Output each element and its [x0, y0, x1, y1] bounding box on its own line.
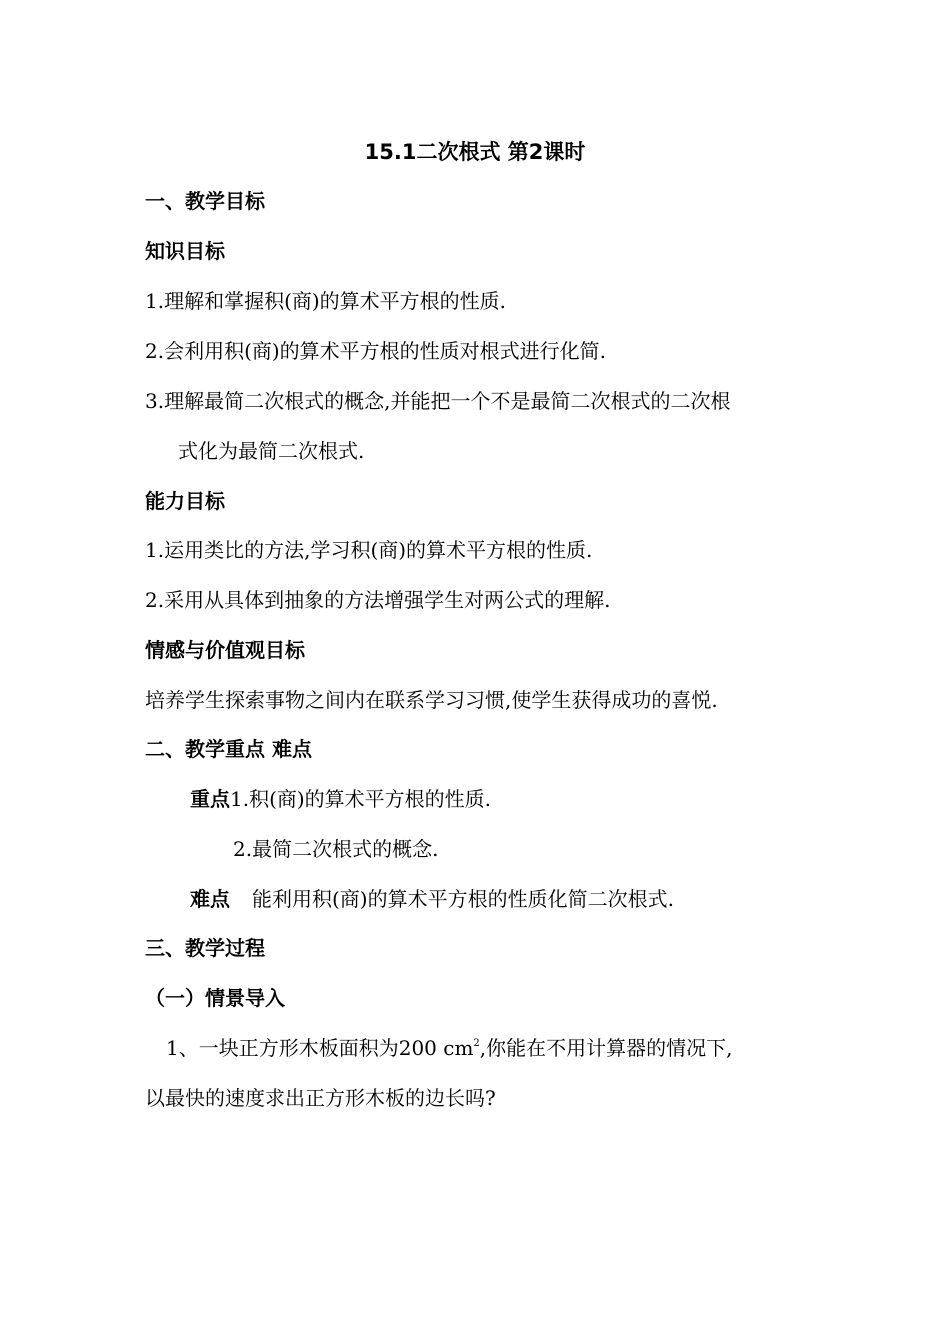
ability-item-2: 2.采用从具体到抽象的方法增强学生对两公式的理解.	[145, 588, 611, 612]
knowledge-item-3: 3.理解最简二次根式的概念,并能把一个不是最简二次根式的二次根	[145, 389, 731, 413]
ability-item-1: 1.运用类比的方法,学习积(商)的算术平方根的性质.	[145, 538, 593, 562]
section-heading-teaching-process: 三、教学过程	[145, 936, 265, 960]
subsection-heading-intro: （一）情景导入	[145, 986, 285, 1010]
problem-line-1	[166, 1036, 733, 1060]
key-point-item-1: 1.积(商)的算术平方根的性质.	[230, 787, 492, 811]
problem-superscript: 2	[473, 1038, 480, 1049]
problem-text-part-1: 1、一块正方形木板面积为200 cm	[166, 1036, 474, 1060]
ability-goals-heading: 能力目标	[145, 489, 225, 513]
difficulty-text: 能利用积(商)的算术平方根的性质化简二次根式.	[252, 887, 674, 911]
section-heading-teaching-goals: 一、教学目标	[145, 189, 265, 213]
problem-text-part-2: ,你能在不用计算器的情况下,	[479, 1036, 733, 1060]
difficulty-label: 难点	[190, 887, 230, 911]
knowledge-goals-heading: 知识目标	[145, 239, 225, 263]
key-point-label: 重点	[190, 787, 230, 811]
emotion-goals-text: 培养学生探索事物之间内在联系学习习惯,使学生获得成功的喜悦.	[145, 688, 718, 712]
problem-line-2: 以最快的速度求出正方形木板的边长吗?	[145, 1086, 496, 1110]
section-heading-key-points: 二、教学重点 难点	[145, 737, 312, 761]
emotion-goals-heading: 情感与价值观目标	[145, 638, 305, 662]
key-point-item-2: 2.最简二次根式的概念.	[233, 837, 439, 861]
knowledge-item-1: 1.理解和掌握积(商)的算术平方根的性质.	[145, 289, 507, 313]
document-title: 15.1二次根式 第2课时	[364, 140, 586, 164]
knowledge-item-3-continued: 式化为最简二次根式.	[178, 439, 365, 463]
key-point-row-1	[190, 787, 491, 811]
knowledge-item-2: 2.会利用积(商)的算术平方根的性质对根式进行化简.	[145, 339, 607, 363]
difficulty-row	[190, 887, 674, 911]
